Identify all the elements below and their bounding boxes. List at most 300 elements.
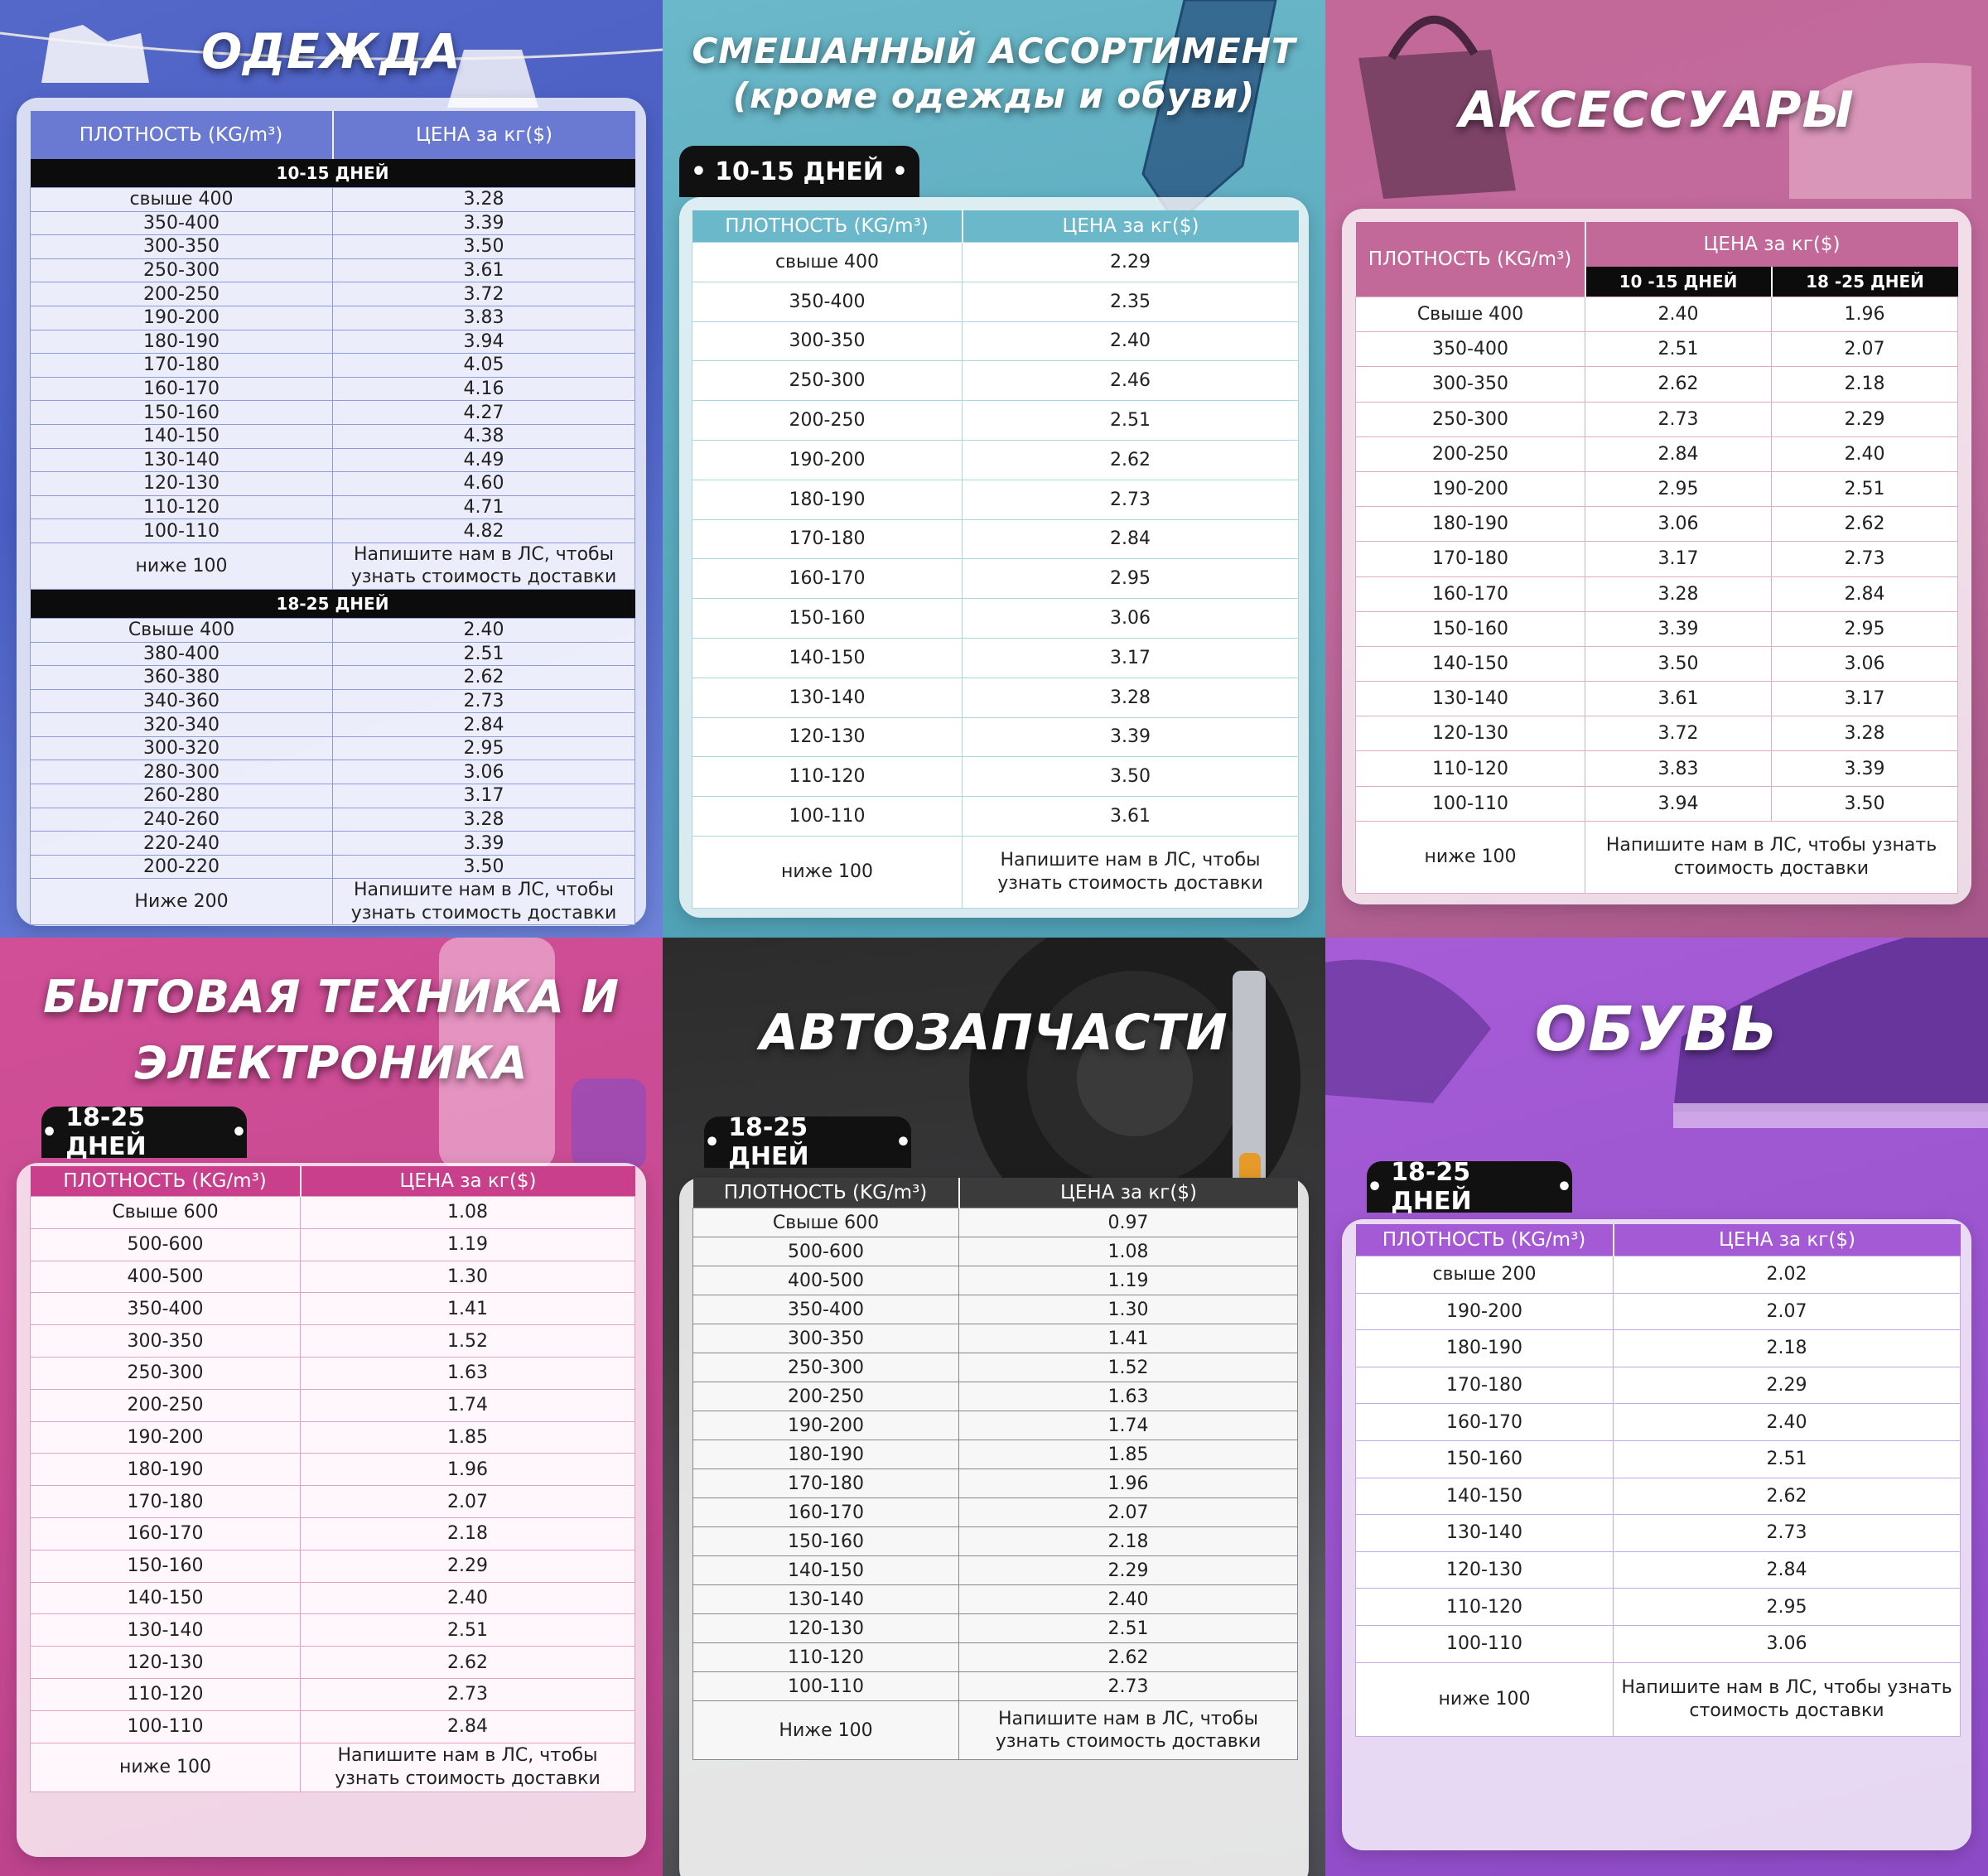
contact-note: Напишите нам в ЛС, чтобы узнать стоимость доставки (959, 1701, 1298, 1760)
density-cell: 190-200 (31, 306, 333, 330)
price-cell: 3.72 (1585, 716, 1772, 751)
table-header-row (693, 1178, 1298, 1208)
table-row (31, 472, 635, 496)
table-row (1356, 1440, 1961, 1478)
section-header-row (31, 589, 635, 618)
table-row (31, 424, 635, 448)
bullet-icon: • (891, 157, 909, 186)
price-cell: 4.71 (333, 495, 635, 519)
tab-label: 18-25 ДНЕЙ (65, 1103, 147, 1161)
table-row (693, 1353, 1298, 1382)
density-cell: 180-190 (1356, 1330, 1614, 1367)
panel-title: ОДЕЖДА (200, 23, 462, 80)
price-cell: 2.51 (963, 401, 1299, 441)
panel-autoparts (663, 938, 1325, 1876)
table-row (1356, 1256, 1961, 1294)
price-column-header: ЦЕНА за кг($) (1614, 1224, 1961, 1256)
panel-title: АВТОЗАПЧАСТИ (760, 1004, 1228, 1062)
table-row (31, 1517, 635, 1550)
price-column-header: ЦЕНА за кг($) (301, 1166, 635, 1197)
price-cell: 2.73 (1585, 402, 1772, 436)
panel-title: АКСЕССУАРЫ (1459, 81, 1855, 139)
price-cell: 1.85 (959, 1440, 1298, 1469)
table-row (1356, 1589, 1961, 1626)
table-row (31, 401, 635, 425)
price-cell: 2.29 (1772, 402, 1958, 436)
delivery-tab (41, 1103, 247, 1161)
price-cell: 3.17 (1585, 542, 1772, 576)
price-cell: 2.40 (963, 321, 1299, 361)
density-cell: 150-160 (1356, 1440, 1614, 1478)
table-header-row (692, 210, 1299, 243)
density-cell: 140-150 (31, 424, 333, 448)
density-cell: 120-130 (1356, 1551, 1614, 1589)
price-cell: 2.73 (959, 1672, 1298, 1701)
table-row (693, 1237, 1298, 1266)
density-cell: 200-250 (31, 282, 333, 306)
table-row (31, 760, 635, 784)
price-cell: 1.74 (959, 1411, 1298, 1440)
price-cell: 2.51 (1585, 332, 1772, 367)
bullet-icon: • (1556, 1172, 1572, 1202)
price-cell: 3.28 (1772, 716, 1958, 751)
density-cell: 220-240 (31, 832, 333, 856)
price-column-header: ЦЕНА за кг($) (963, 210, 1299, 243)
price-cell: 3.39 (333, 211, 635, 235)
table-row (693, 1527, 1298, 1556)
density-cell: 300-320 (31, 736, 333, 760)
table-row (31, 1454, 635, 1486)
density-cell: 340-360 (31, 689, 333, 713)
density-cell: 300-350 (1356, 367, 1585, 402)
density-cell: 250-300 (31, 1357, 301, 1389)
table-row (1356, 1404, 1961, 1441)
density-cell: 100-110 (1356, 1625, 1614, 1662)
price-cell: 2.29 (301, 1550, 635, 1582)
density-cell: 100-110 (692, 797, 963, 837)
density-column-header: ПЛОТНОСТЬ (KG/m³) (693, 1178, 959, 1208)
table-row (31, 1389, 635, 1421)
panel-clothing (0, 0, 663, 938)
table-row (31, 188, 635, 212)
price-cell: 2.18 (1614, 1330, 1961, 1367)
price-cell: 2.62 (1585, 367, 1772, 402)
price-cell: 2.35 (963, 282, 1299, 321)
density-cell: 130-140 (1356, 1515, 1614, 1552)
price-cell: 2.95 (1772, 611, 1958, 646)
table-row (31, 618, 635, 642)
table-row (1356, 716, 1958, 751)
price-cell: 2.40 (959, 1585, 1298, 1614)
price-cell: 2.95 (1614, 1589, 1961, 1626)
price-cell: 2.51 (1772, 471, 1958, 506)
table-row (1356, 1367, 1961, 1404)
table-row (693, 1440, 1298, 1469)
table-row (1356, 682, 1958, 716)
price-cell: 2.62 (301, 1647, 635, 1679)
table-row (31, 1261, 635, 1293)
panel-shoes (1325, 938, 1988, 1876)
table-row (1356, 332, 1958, 367)
table-row (31, 1743, 635, 1792)
table-row (692, 559, 1299, 599)
density-cell: 140-150 (1356, 646, 1585, 681)
bullet-icon: • (41, 1117, 58, 1147)
density-cell: 150-160 (692, 599, 963, 639)
delivery-tab (679, 146, 919, 197)
density-cell: 350-400 (1356, 332, 1585, 367)
table-row (1356, 821, 1958, 893)
table-row (693, 1556, 1298, 1585)
density-cell: 100-110 (31, 519, 333, 543)
price-cell: 2.40 (333, 618, 635, 642)
price-cell: 2.07 (1614, 1293, 1961, 1330)
price-cell: 3.94 (1585, 786, 1772, 821)
price-cell: 2.73 (963, 480, 1299, 519)
price-cell: 3.28 (333, 808, 635, 832)
density-cell: 350-400 (692, 282, 963, 321)
density-cell: 300-350 (692, 321, 963, 361)
density-cell: 320-340 (31, 713, 333, 737)
price-cell: 2.51 (959, 1614, 1298, 1643)
table-row (31, 211, 635, 235)
table-row (692, 480, 1299, 519)
density-cell: 110-120 (1356, 1589, 1614, 1626)
density-cell: 300-350 (31, 1325, 301, 1358)
price-cell: 3.28 (963, 678, 1299, 717)
density-cell: 300-350 (693, 1324, 959, 1353)
price-table (1355, 222, 1958, 894)
density-cell: 190-200 (693, 1411, 959, 1440)
price-cell: 2.73 (1772, 542, 1958, 576)
term-10-15-header: 10 -15 ДНЕЙ (1585, 267, 1772, 297)
density-cell: 360-380 (31, 666, 333, 690)
price-table (692, 1178, 1298, 1760)
table-row (1356, 1625, 1961, 1662)
table-row (692, 599, 1299, 639)
price-cell: 3.17 (963, 638, 1299, 678)
table-row (1356, 436, 1958, 471)
price-cell: 1.63 (959, 1382, 1298, 1411)
density-cell: 130-140 (692, 678, 963, 717)
panel-title-line2: (кроме одежды и обуви) (732, 75, 1256, 116)
table-row (1356, 1478, 1961, 1515)
density-cell: 350-400 (31, 1293, 301, 1325)
table-row (1356, 1515, 1961, 1552)
delivery-tab (704, 1113, 911, 1171)
price-cell: 4.05 (333, 354, 635, 378)
density-cell: 120-130 (692, 717, 963, 757)
table-row (31, 306, 635, 330)
table-row (31, 1486, 635, 1518)
contact-note: Напишите нам в ЛС, чтобы узнать стоимость доставки (1614, 1662, 1961, 1736)
price-cell: 3.94 (333, 330, 635, 354)
table-row (693, 1585, 1298, 1614)
table-row (31, 689, 635, 713)
density-cell: Свыше 400 (31, 618, 333, 642)
density-cell: свыше 400 (31, 188, 333, 212)
price-cell: 2.51 (301, 1614, 635, 1647)
price-cell: 1.52 (959, 1353, 1298, 1382)
table-row (692, 519, 1299, 559)
density-cell: 180-190 (31, 330, 333, 354)
price-cell: 2.40 (1614, 1404, 1961, 1441)
table-row (31, 448, 635, 472)
density-cell: 170-180 (31, 1486, 301, 1518)
table-row (1356, 1293, 1961, 1330)
density-cell: свыше 200 (1356, 1256, 1614, 1294)
price-cell: 2.73 (301, 1678, 635, 1710)
panel-mixed (663, 0, 1325, 938)
table-row (31, 832, 635, 856)
density-cell: 100-110 (1356, 786, 1585, 821)
density-cell: 200-250 (1356, 436, 1585, 471)
table-row (1356, 471, 1958, 506)
price-cell: 3.06 (1772, 646, 1958, 681)
price-cell: 1.19 (959, 1266, 1298, 1295)
density-cell: Свыше 600 (693, 1208, 959, 1237)
price-cell: 1.08 (959, 1237, 1298, 1266)
price-cell: 2.84 (1772, 576, 1958, 611)
price-cell: 2.73 (1614, 1515, 1961, 1552)
price-cell: 3.61 (1585, 682, 1772, 716)
price-cell: 3.83 (333, 306, 635, 330)
price-cell: 3.39 (1585, 611, 1772, 646)
price-cell: 0.97 (959, 1208, 1298, 1237)
section-label: 10-15 ДНЕЙ (31, 159, 635, 188)
density-cell: ниже 100 (1356, 821, 1585, 893)
bullet-icon: • (690, 157, 707, 186)
panel-electronics (0, 938, 663, 1876)
density-cell: 380-400 (31, 642, 333, 666)
density-cell: Ниже 200 (31, 879, 333, 925)
density-cell: 190-200 (1356, 1293, 1614, 1330)
table-row (692, 678, 1299, 717)
density-cell: 160-170 (1356, 576, 1585, 611)
price-cell: 1.41 (959, 1324, 1298, 1353)
density-cell: 200-250 (31, 1389, 301, 1421)
density-cell: 200-250 (693, 1382, 959, 1411)
tab-label: 10-15 ДНЕЙ (715, 157, 884, 186)
price-cell: 3.50 (1585, 646, 1772, 681)
density-cell: 250-300 (31, 258, 333, 282)
price-cell: 1.96 (1772, 297, 1958, 332)
table-row (31, 1614, 635, 1647)
density-cell: 180-190 (692, 480, 963, 519)
density-cell: 150-160 (31, 1550, 301, 1582)
density-cell: 170-180 (1356, 1367, 1614, 1404)
price-cell: 2.62 (963, 440, 1299, 480)
density-cell: 300-350 (31, 235, 333, 259)
density-cell: 190-200 (1356, 471, 1585, 506)
table-row (693, 1266, 1298, 1295)
table-row (31, 354, 635, 378)
density-cell: 150-160 (31, 401, 333, 425)
table-row (31, 1710, 635, 1743)
price-cell: 1.85 (301, 1421, 635, 1454)
density-cell: 180-190 (1356, 507, 1585, 542)
contact-note: Напишите нам в ЛС, чтобы узнать стоимость доставки (301, 1743, 635, 1792)
price-table (1355, 1224, 1961, 1737)
density-cell: 260-280 (31, 784, 333, 808)
table-row (1356, 1551, 1961, 1589)
table-row (31, 258, 635, 282)
panel-title-line2: ЭЛЕКТРОНИКА (134, 1037, 528, 1089)
price-table (30, 1166, 635, 1792)
table-row (692, 243, 1299, 282)
density-cell: 100-110 (693, 1672, 959, 1701)
price-cell: 2.62 (1614, 1478, 1961, 1515)
contact-note: Напишите нам в ЛС, чтобы узнать стоимость доставки (1585, 821, 1958, 893)
price-cell: 1.19 (301, 1228, 635, 1261)
price-cell: 3.06 (333, 760, 635, 784)
table-row (31, 1421, 635, 1454)
table-row (31, 1357, 635, 1389)
density-cell: 120-130 (1356, 716, 1585, 751)
table-header-row (31, 1166, 635, 1197)
price-table (692, 210, 1299, 909)
bullet-icon: • (704, 1127, 721, 1157)
price-cell: 3.17 (333, 784, 635, 808)
table-row (693, 1498, 1298, 1527)
table-row (692, 757, 1299, 797)
density-cell: 130-140 (1356, 682, 1585, 716)
price-cell: 1.63 (301, 1357, 635, 1389)
contact-note: Напишите нам в ЛС, чтобы узнать стоимость доставки (333, 879, 635, 925)
panel-accessories (1325, 0, 1988, 938)
density-column-header: ПЛОТНОСТЬ (KG/m³) (31, 1166, 301, 1197)
density-cell: 180-190 (693, 1440, 959, 1469)
density-cell: 140-150 (693, 1556, 959, 1585)
table-row (1356, 507, 1958, 542)
price-cell: 2.18 (301, 1517, 635, 1550)
price-cell: 2.40 (1585, 297, 1772, 332)
price-cell: 1.96 (301, 1454, 635, 1486)
table-row (693, 1295, 1298, 1324)
density-cell: 110-120 (693, 1643, 959, 1672)
panel-title: ОБУВЬ (1534, 994, 1779, 1065)
density-cell: ниже 100 (692, 836, 963, 908)
price-cell: 3.72 (333, 282, 635, 306)
table-row (692, 282, 1299, 321)
table-row (693, 1411, 1298, 1440)
price-cell: 2.62 (1772, 507, 1958, 542)
table-row (31, 808, 635, 832)
density-cell: 140-150 (692, 638, 963, 678)
price-cell: 2.95 (1585, 471, 1772, 506)
price-cell: 3.50 (1772, 786, 1958, 821)
price-cell: 2.84 (1585, 436, 1772, 471)
table-row (1356, 367, 1958, 402)
price-cell: 2.07 (1772, 332, 1958, 367)
price-cell: 2.84 (963, 519, 1299, 559)
section-header-row (31, 159, 635, 188)
density-cell: 150-160 (693, 1527, 959, 1556)
bullet-icon: • (895, 1127, 911, 1157)
price-cell: 4.82 (333, 519, 635, 543)
density-cell: 160-170 (31, 377, 333, 401)
table-header-row (31, 111, 635, 159)
contact-note: Напишите нам в ЛС, чтобы узнать стоимость доставки (333, 543, 635, 589)
price-cell: 2.51 (1614, 1440, 1961, 1478)
table-row (1356, 297, 1958, 332)
price-cell: 3.61 (963, 797, 1299, 837)
density-cell: 120-130 (693, 1614, 959, 1643)
price-column-header: ЦЕНА за кг($) (959, 1178, 1298, 1208)
price-cell: 1.74 (301, 1389, 635, 1421)
density-cell: 120-130 (31, 1647, 301, 1679)
density-cell: 350-400 (693, 1295, 959, 1324)
price-cell: 4.60 (333, 472, 635, 496)
density-column-header: ПЛОТНОСТЬ (KG/m³) (692, 210, 963, 243)
density-cell: Ниже 100 (693, 1701, 959, 1760)
table-row (693, 1469, 1298, 1498)
density-cell: 180-190 (31, 1454, 301, 1486)
table-row (692, 361, 1299, 401)
panel-title-line1: БЫТОВАЯ ТЕХНИКА И (43, 971, 620, 1023)
price-cell: 2.62 (959, 1643, 1298, 1672)
table-row (31, 713, 635, 737)
density-cell: 280-300 (31, 760, 333, 784)
price-cell: 1.41 (301, 1293, 635, 1325)
density-cell: 110-120 (31, 1678, 301, 1710)
price-cell: 2.84 (301, 1710, 635, 1743)
table-row (31, 642, 635, 666)
density-cell: 130-140 (693, 1585, 959, 1614)
price-cell: 3.83 (1585, 751, 1772, 786)
tab-label: 18-25 ДНЕЙ (1391, 1158, 1472, 1216)
table-row (692, 401, 1299, 441)
table-row (692, 717, 1299, 757)
table-row (31, 1197, 635, 1229)
price-cell: 1.96 (959, 1469, 1298, 1498)
price-cell: 1.52 (301, 1325, 635, 1358)
density-cell: 160-170 (1356, 1404, 1614, 1441)
price-cell: 1.30 (959, 1295, 1298, 1324)
density-cell: 190-200 (31, 1421, 301, 1454)
table-row (31, 736, 635, 760)
density-cell: 160-170 (692, 559, 963, 599)
price-cell: 3.17 (1772, 682, 1958, 716)
price-column-header: ЦЕНА за кг($) (333, 111, 635, 159)
density-cell: свыше 400 (692, 243, 963, 282)
density-cell: ниже 100 (31, 543, 333, 589)
density-cell: 170-180 (693, 1469, 959, 1498)
table-row (31, 235, 635, 259)
table-row (693, 1382, 1298, 1411)
price-cell: 2.02 (1614, 1256, 1961, 1294)
density-cell: 120-130 (31, 472, 333, 496)
table-row (692, 321, 1299, 361)
density-cell: 160-170 (31, 1517, 301, 1550)
price-cell: 1.08 (301, 1197, 635, 1229)
price-cell: 1.30 (301, 1261, 635, 1293)
density-cell: 250-300 (1356, 402, 1585, 436)
price-cell: 3.06 (1614, 1625, 1961, 1662)
price-cell: 3.06 (1585, 507, 1772, 542)
price-cell: 2.95 (333, 736, 635, 760)
panel-title-line1: СМЕШАННЫЙ АССОРТИМЕНТ (692, 31, 1296, 71)
price-cell: 2.07 (959, 1498, 1298, 1527)
table-row (31, 1325, 635, 1358)
density-cell: 250-300 (693, 1353, 959, 1382)
table-row (692, 638, 1299, 678)
density-cell: 250-300 (692, 361, 963, 401)
price-cell: 3.06 (963, 599, 1299, 639)
table-row (1356, 402, 1958, 436)
price-cell: 3.50 (963, 757, 1299, 797)
bullet-icon: • (1367, 1172, 1383, 1202)
